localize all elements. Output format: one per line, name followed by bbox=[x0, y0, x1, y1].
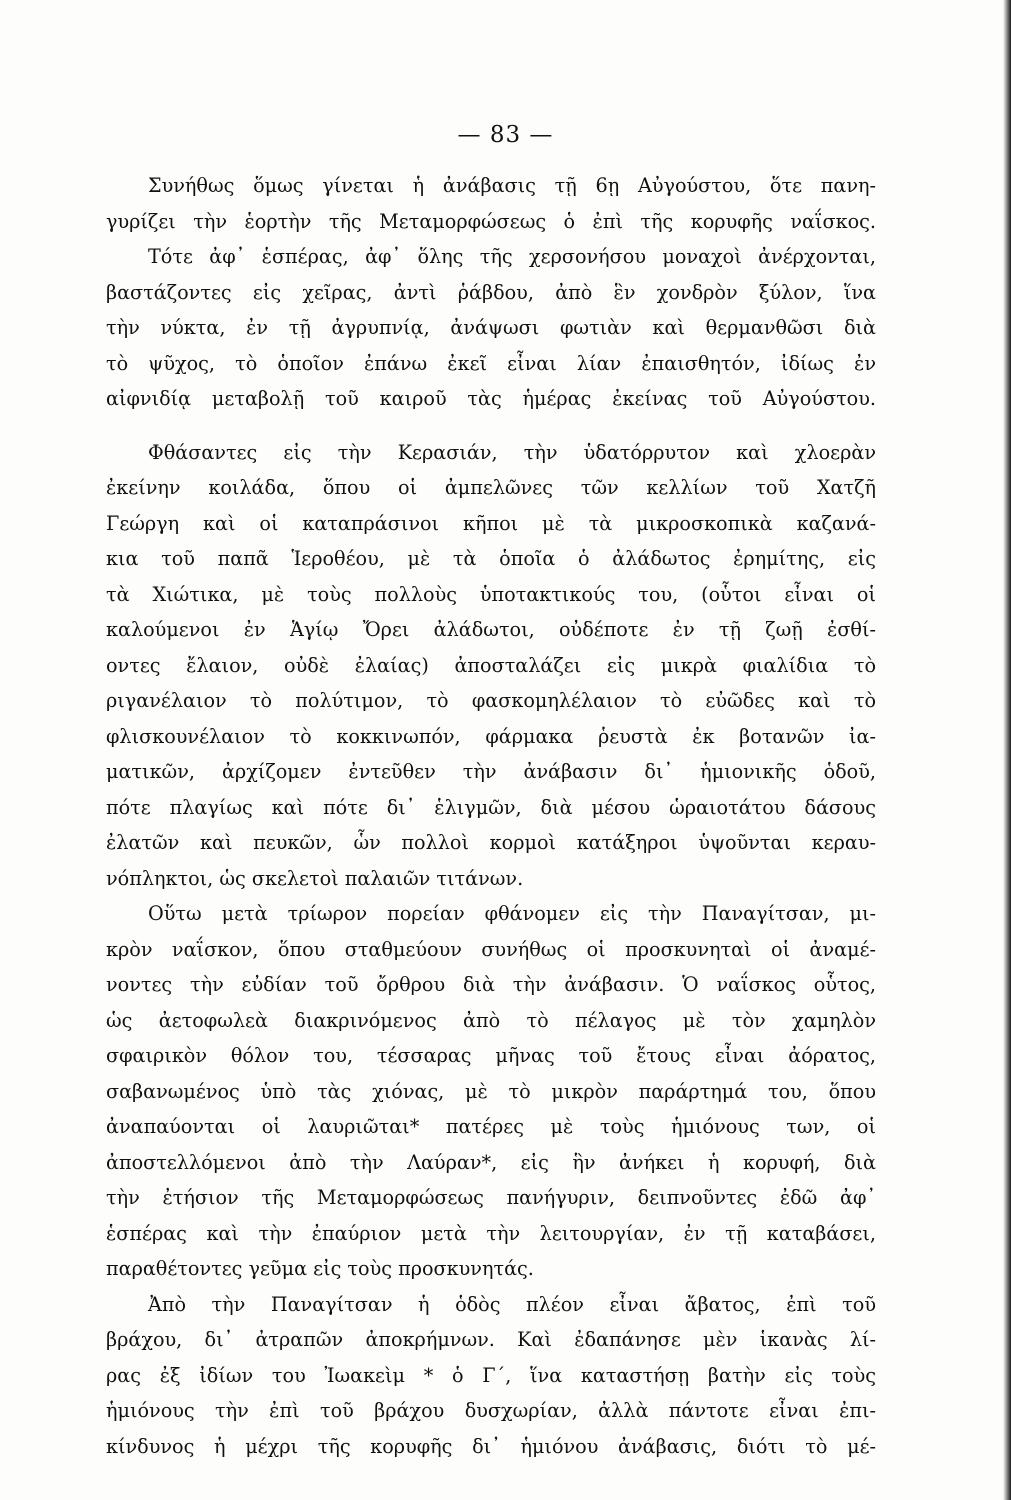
text-line: ματικῶν, ἀρχίζομεν ἐντεῦθεν τὴν ἀνάβασιν δι᾿ ἡμιονικῆς ὁδοῦ, bbox=[106, 760, 876, 783]
text-line: γυρίζει τὴν ἑορτὴν τῆς Μεταμορφώσεως ὁ ἐπὶ τῆς κορυφῆς ναΐσκος. bbox=[106, 209, 876, 233]
text-line: ἐλατῶν καὶ πευκῶν, ὧν πολλοὶ κορμοὶ κατάξηροι ὑψοῦνται κεραυ- bbox=[106, 831, 876, 854]
body-text bbox=[106, 168, 876, 1464]
text-line: κίνδυνος ἡ μέχρι τῆς κορυφῆς δι᾿ ἡμιόνου ἀνάβασις, διότι τὸ μέ- bbox=[106, 1434, 876, 1458]
text-line: βαστάζοντες εἰς χεῖρας, ἀντὶ ῥάβδου, ἀπὸ ἓν χονδρὸν ξύλον, ἵνα bbox=[106, 280, 876, 304]
text-line: πότε πλαγίως καὶ πότε δι᾿ ἑλιγμῶν, διὰ μέσου ὡραιοτάτου δάσους bbox=[106, 795, 876, 819]
text-line: νόπληκτοι, ὡς σκελετοὶ παλαιῶν τιτάνων. bbox=[106, 866, 524, 890]
text-line: παραθέτοντες γεῦμα εἰς τοὺς προσκυνητάς. bbox=[106, 1257, 534, 1280]
text-line: αἰφνιδίᾳ μεταβολῇ τοῦ καιροῦ τὰς ἡμέρας ἐκείνας τοῦ Αὐγούστου. bbox=[106, 387, 876, 410]
text-line: νοντες τὴν εὐδίαν τοῦ ὄρθρου διὰ τὴν ἀνάβασιν. Ὁ ναΐσκος οὗτος, bbox=[106, 973, 876, 996]
page-edge-shadow bbox=[1003, 0, 1011, 1500]
paragraph-4 bbox=[106, 1287, 876, 1465]
text-line: οντες ἔλαιον, οὐδὲ ἐλαίας) ἀποσταλάζει εἰς μικρὰ φιαλίδια τὸ bbox=[106, 653, 876, 677]
paragraph-3 bbox=[106, 896, 876, 1287]
text-line: Γεώργη καὶ οἱ καταπράσινοι κῆποι μὲ τὰ μικροσκοπικὰ καζανά- bbox=[106, 511, 876, 535]
text-line: ἀναπαύονται οἱ λαυριῶται* πατέρες μὲ τοὺς ἡμιόνους των, οἱ bbox=[106, 1115, 876, 1138]
text-line: Ἀπὸ τὴν Παναγίτσαν ἡ ὁδὸς πλέον εἶναι ἄβατος, ἐπὶ τοῦ bbox=[148, 1292, 876, 1316]
text-line: Φθάσαντες εἰς τὴν Κερασιάν, τὴν ὑδατόρρυτον καὶ χλοερὰν bbox=[148, 440, 876, 464]
paragraph-1 bbox=[106, 168, 876, 417]
text-line: Οὕτω μετὰ τρίωρον πορείαν φθάνομεν εἰς τὴν Παναγίτσαν, μι- bbox=[148, 902, 876, 925]
text-line: ὡς ἀετοφωλεὰ διακρινόμενος ἀπὸ τὸ πέλαγος μὲ τὸν χαμηλὸν bbox=[106, 1008, 876, 1032]
text-line: βράχου, δι᾿ ἀτραπῶν ἀποκρήμνων. Καὶ ἐδαπάνησε μὲν ἱκανὰς λί- bbox=[106, 1328, 876, 1351]
text-line: σαβανωμένος ὑπὸ τὰς χιόνας, μὲ τὸ μικρὸν παράρτημά του, ὅπου bbox=[106, 1079, 876, 1103]
text-line: σφαιρικὸν θόλον του, τέσσαρας μῆνας τοῦ ἔτους εἶναι ἀόρατος, bbox=[106, 1044, 876, 1067]
text-line: τὸ ψῦχος, τὸ ὁποῖον ἐπάνω ἐκεῖ εἶναι λίαν ἐπαισθητόν, ἰδίως ἐν bbox=[106, 351, 876, 375]
paragraph-2 bbox=[106, 435, 876, 897]
text-line: καλούμενοι ἐν Ἁγίῳ Ὄρει ἀλάδωτοι, οὐδέποτε ἐν τῇ ζωῇ ἐσθί- bbox=[106, 618, 876, 641]
text-line: φλισκουνέλαιον τὸ κοκκινωπόν, φάρμακα ῥευστὰ ἐκ βοτανῶν ἰα- bbox=[106, 724, 876, 748]
text-line: Τότε ἀφ᾿ ἑσπέρας, ἀφ᾿ ὅλης τῆς χερσονήσου μοναχοὶ ἀνέρχονται, bbox=[148, 245, 876, 268]
text-line: ἀποστελλόμενοι ἀπὸ τὴν Λαύραν*, εἰς ἣν ἀνήκει ἡ κορυφή, διὰ bbox=[106, 1150, 876, 1174]
text-line: ριγανέλαιον τὸ πολύτιμον, τὸ φασκομηλέλαιον τὸ εὐῶδες καὶ τὸ bbox=[106, 689, 876, 712]
text-line: ἡμιόνους τὴν ἐπὶ τοῦ βράχου δυσχωρίαν, ἀλλὰ πάντοτε εἶναι ἐπι- bbox=[106, 1399, 876, 1422]
text-line: τὰ Χιώτικα, μὲ τοὺς πολλοὺς ὑποτακτικούς του, (οὗτοι εἶναι οἱ bbox=[106, 582, 876, 606]
text-line: Συνήθως ὅμως γίνεται ἡ ἀνάβασις τῇ 6ῃ Αὐγούστου, ὅτε πανη- bbox=[148, 174, 876, 197]
paragraph-gap bbox=[106, 417, 876, 435]
text-line: κρὸν ναΐσκον, ὅπου σταθμεύουν συνήθως οἱ προσκυνηταὶ οἱ ἀναμέ- bbox=[106, 937, 876, 961]
text-line: ἑσπέρας καὶ τὴν ἐπαύριον μετὰ τὴν λειτουργίαν, ἐν τῇ καταβάσει, bbox=[106, 1221, 876, 1245]
text-line: κια τοῦ παπᾶ Ἱεροθέου, μὲ τὰ ὁποῖα ὁ ἀλάδωτος ἐρημίτης, εἰς bbox=[106, 547, 876, 570]
text-line: τὴν νύκτα, ἐν τῇ ἀγρυπνίᾳ, ἀνάψωσι φωτιὰν καὶ θερμανθῶσι διὰ bbox=[106, 316, 876, 339]
text-line: ρας ἐξ ἰδίων του Ἰωακεὶμ * ὁ Γ΄, ἵνα καταστήσῃ βατὴν εἰς τοὺς bbox=[106, 1363, 876, 1387]
page-number: — 83 — bbox=[457, 122, 554, 148]
text-line: τὴν ἐτήσιον τῆς Μεταμορφώσεως πανήγυριν, δειπνοῦντες ἐδῶ ἀφ᾿ bbox=[106, 1186, 876, 1209]
text-line: ἐκείνην κοιλάδα, ὅπου οἱ ἀμπελῶνες τῶν κελλίων τοῦ Χατζῆ bbox=[106, 476, 876, 499]
